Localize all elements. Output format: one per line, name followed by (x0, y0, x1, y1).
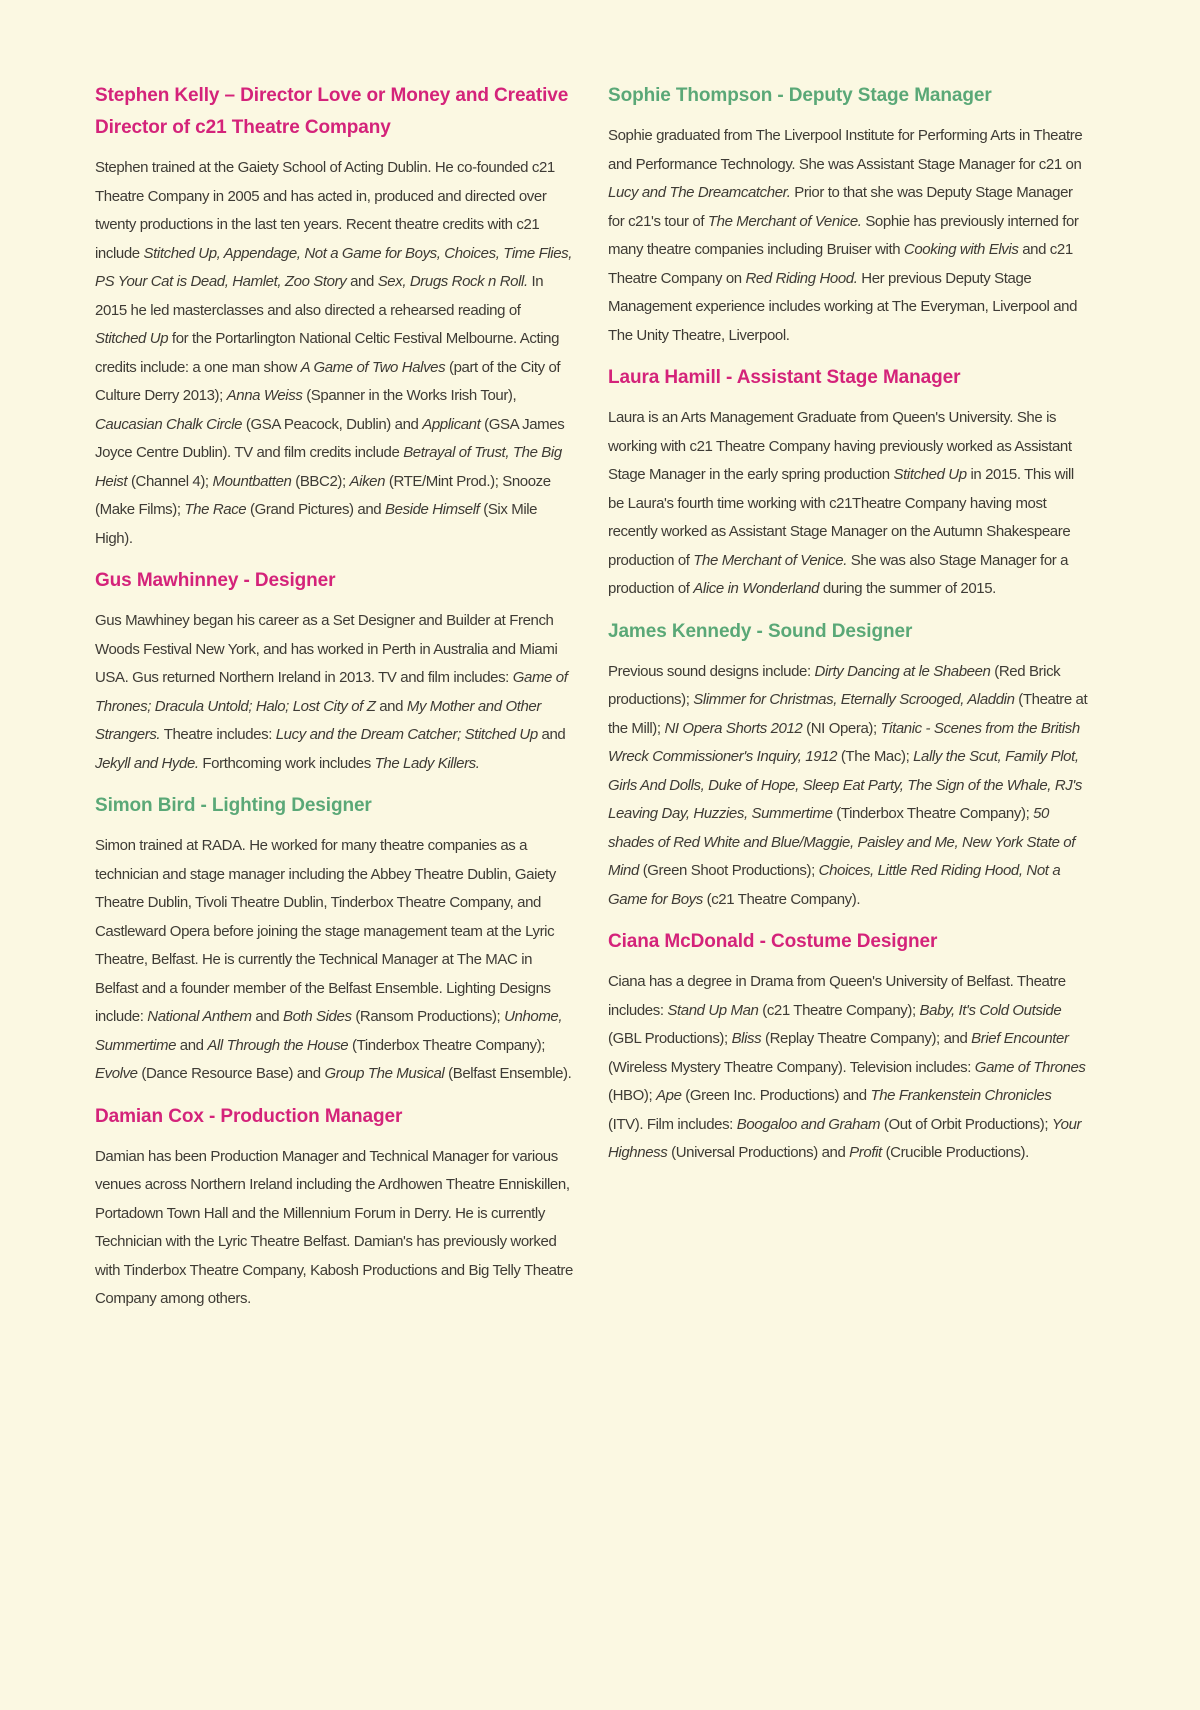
production-title: Caucasian Chalk Circle (95, 415, 243, 433)
bio-heading (95, 565, 575, 597)
production-title: My Mother and Other Strangers. (95, 697, 541, 743)
text-segment: (Replay Theatre Company); and (761, 1030, 972, 1047)
production-title: Ape (656, 1087, 682, 1104)
production-title: Stand Up Man (667, 1001, 759, 1019)
production-title: Cooking with Elvis (903, 241, 1019, 258)
text-segment: (Belfast Ensemble). (444, 1065, 572, 1082)
bio-text (95, 1143, 575, 1314)
production-title: All Through the House (207, 1036, 349, 1054)
production-title: Mountbatten (212, 472, 292, 490)
text-segment: and (346, 273, 378, 290)
production-title: Beside Himself (385, 501, 480, 518)
production-title: The Race (184, 501, 247, 518)
text-segment: and c21 Theatre Company on (608, 241, 1073, 287)
text-segment: Theatre includes: (160, 726, 276, 743)
heading-segment: James Kennedy - Sound Designer (608, 620, 913, 642)
text-segment: Her previous Deputy Stage Management experience includes working at The Everyman, Liverpool and The Unity Theatre, Liverpool. (608, 269, 1078, 344)
heading-segment: Damian Cox - Production Manager (95, 1105, 403, 1127)
bio-heading (608, 362, 1088, 394)
production-title: Choices, Little Red Riding Hood, Not a Game for Boys (608, 862, 1061, 908)
text-segment: Gus Mawhiney began his career as a Set Designer and Builder at French Woods Festival New York, and has worked in Perth in Australia and Miami USA. Gus returned Northern Ireland in 2013. TV and film includes: (95, 612, 558, 686)
text-segment: (Spanner in the Works Irish Tour), (302, 387, 517, 404)
bio-sophie-thompson (608, 80, 1088, 350)
text-segment: Laura is an Arts Management Graduate from Queen's University. She is working with c21 Theatre Company having previously worked as Assistant Stage Manager in the early spring production (608, 409, 1072, 483)
bio-damian-cox (95, 1101, 575, 1314)
bio-text (608, 122, 1088, 350)
production-title: Both Sides (283, 1008, 352, 1025)
bio-james-kennedy (608, 616, 1088, 915)
text-segment: during the summer of 2015. (819, 580, 996, 597)
text-segment: (Ransom Productions); (351, 1008, 505, 1025)
text-segment: (Crucible Productions). (881, 1144, 1029, 1161)
production-title: Red Riding Hood. (745, 269, 858, 287)
text-segment: In 2015 he led masterclasses and also directed a rehearsed reading of (95, 273, 544, 319)
text-segment: for the Portarlington National Celtic Festival Melbourne. Acting credits include: a one man show (95, 330, 560, 376)
text-segment: (Theatre at the Mill); (608, 691, 1088, 737)
heading-segment: Sophie Thompson - Deputy Stage Manager (608, 85, 992, 106)
production-title: Stitched Up (893, 466, 967, 483)
production-title: Betrayal of Trust, The Big Heist (95, 444, 562, 490)
text-segment: (Universal Productions) and (667, 1144, 850, 1161)
production-title: The Merchant of Venice. (707, 212, 862, 230)
text-segment: (Dance Resource Base) and (137, 1065, 325, 1082)
right-column (608, 80, 1088, 1180)
production-title: Dirty Dancing at le Shabeen (814, 662, 991, 680)
bio-heading (608, 80, 1088, 112)
text-segment: and (251, 1008, 283, 1025)
production-title: 50 shades of Red White and Blue/Maggie, Paisley and Me, New York State of Mind (608, 805, 1076, 879)
bio-heading (95, 1101, 575, 1133)
production-title: Evolve (95, 1065, 138, 1082)
text-segment: (NI Opera); (802, 719, 881, 737)
text-segment: (Out of Orbit Productions); (880, 1115, 1052, 1133)
text-segment: (GSA James Joyce Centre Dublin). TV and film credits include (95, 415, 565, 461)
text-segment: Damian has been Production Manager and Technical Manager for various venues across Northern Ireland including the Ardhowen Theatre Enniskillen, Portadown Town Hall and the Millennium Forum in Derry. He is currently Technician with the Lyric Theatre Belfast. Damian's has previously worked with Tinderbox Theatre Company, Kabosh Productions and Big Telly Theatre Company among others. (95, 1147, 573, 1307)
text-segment: (Grand Pictures) and (246, 501, 386, 518)
production-title: Brief Encounter (971, 1030, 1069, 1047)
bio-text (608, 404, 1088, 604)
text-segment: (Channel 4); (127, 472, 213, 490)
bio-heading (95, 80, 575, 144)
text-segment: Prior to that she was Deputy Stage Manager for c21's tour of (608, 184, 1073, 230)
bio-text (95, 832, 575, 1089)
text-segment: Previous sound designs include: (608, 662, 815, 680)
production-title: The Merchant of Venice. (693, 551, 847, 569)
production-title: Aiken (349, 472, 386, 490)
heading-segment: Stephen Kelly – Director (95, 85, 318, 106)
text-segment: (Green Shoot Productions); (638, 862, 819, 879)
text-segment: (HBO); (608, 1087, 657, 1104)
bio-heading (608, 926, 1088, 958)
text-segment: (Green Inc. Productions) and (681, 1087, 871, 1104)
bio-heading (95, 790, 575, 822)
heading-segment: and Creative Director of c21 Theatre Company (95, 85, 569, 138)
text-segment: (Tinderbox Theatre Company); (832, 805, 1034, 822)
text-segment: and (375, 697, 407, 715)
bio-heading (608, 616, 1088, 648)
text-segment: (Six Mile High). (95, 501, 538, 547)
production-title: NI Opera Shorts 2012 (664, 719, 803, 737)
production-title: Bliss (731, 1030, 762, 1047)
bio-text (608, 968, 1088, 1168)
production-title: Lally the Scut, Family Plot, Girls And Dolls, Duke of Hope, Sleep Eat Party, The Sign of the Whale, RJ's Leaving Day, Huzzies, Summertime (608, 748, 1082, 822)
text-segment: and (537, 726, 566, 743)
text-segment: (GSA Peacock, Dublin) and (242, 415, 423, 433)
text-segment: She was also Stage Manager for a production of (608, 551, 1069, 597)
left-column (95, 80, 575, 1326)
production-title: The Lady Killers. (374, 754, 480, 772)
text-segment: (c21 Theatre Company). (702, 890, 861, 908)
production-title: Group The Musical (324, 1065, 445, 1082)
production-title: Profit (849, 1144, 882, 1161)
text-segment: Simon trained at RADA. He worked for many theatre companies as a technician and stage manager including the Abbey Theatre Dublin, Gaiety Theatre Dublin, Tivoli Theatre Dublin, Tinderbox Theatre Company, and Castleward Opera before joining the stage management team at the Lyric Theatre, Belfast. He is currently the Technical Manager at The MAC in Belfast and a founder member of the Belfast Ensemble. Lighting Designs include: (95, 837, 556, 1025)
text-segment: (Wireless Mystery Theatre Company). Television includes: (608, 1058, 975, 1076)
production-title: Lucy and the Dream Catcher; Stitched Up (275, 726, 538, 743)
text-segment: (BBC2); (291, 472, 350, 490)
text-segment: (RTE/Mint Prod.); Snooze (Make Films); (95, 472, 551, 518)
text-segment: (Red Brick productions); (608, 662, 1061, 708)
production-title: Sex, Drugs Rock n Roll. (377, 273, 528, 290)
production-title: Baby, It's Cold Outside (919, 1001, 1062, 1019)
production-title: Titanic - Scenes from the British Wreck Commissioner's Inquiry, 1912 (608, 719, 1080, 765)
production-title: Game of Thrones; Dracula Untold; Halo; Lost City of Z (95, 669, 568, 715)
text-segment: (part of the City of Culture Derry 2013); (95, 358, 561, 404)
heading-segment: Ciana McDonald - Costume Designer (608, 931, 938, 952)
text-segment: Forthcoming work includes (198, 754, 375, 772)
production-title: Stitched Up, Appendage, Not a Game for Boys, Choices, Time Flies, PS Your Cat is Dead, Hamlet, Zoo Story (95, 244, 573, 290)
text-segment: and (176, 1036, 208, 1054)
heading-segment: Love or Money (317, 85, 451, 106)
production-title: Jekyll and Hyde. (95, 754, 199, 772)
bio-gus-mawhinney (95, 565, 575, 778)
bio-text (95, 607, 575, 778)
text-segment: (c21 Theatre Company); (758, 1001, 920, 1019)
bio-text (95, 154, 575, 553)
heading-segment: Laura Hamill - Assistant Stage Manager (608, 367, 961, 388)
production-title: Applicant (422, 415, 481, 433)
bio-text (608, 658, 1088, 915)
production-title: A Game of Two Halves (300, 358, 446, 376)
production-title: Lucy and The Dreamcatcher. (608, 184, 791, 201)
production-title: The Frankenstein Chronicles (870, 1087, 1052, 1104)
production-title: Anna Weiss (226, 387, 303, 404)
heading-segment: Gus Mawhinney - Designer (95, 570, 336, 591)
text-segment: Ciana has a degree in Drama from Queen's University of Belfast. Theatre includes: (608, 973, 1066, 1019)
production-title: Boogaloo and Graham (736, 1115, 881, 1133)
production-title: National Anthem (147, 1008, 252, 1025)
bio-simon-bird (95, 790, 575, 1089)
bio-laura-hamill (608, 362, 1088, 604)
text-segment: (ITV). Film includes: (608, 1115, 737, 1133)
text-segment: (The Mac); (837, 748, 914, 765)
bio-ciana-mcdonald (608, 926, 1088, 1168)
production-title: Your Highness (608, 1115, 1082, 1161)
heading-segment: Simon Bird - Lighting Designer (95, 795, 372, 816)
production-title: Stitched Up (95, 330, 169, 347)
bio-stephen-kelly (95, 80, 575, 553)
text-segment: in 2015. This will be Laura's fourth time working with c21Theatre Company having most recently worked as Assistant Stage Manager on the Autumn Shakespeare production of (608, 466, 1074, 569)
production-title: Game of Thrones (974, 1058, 1086, 1076)
text-segment: Sophie has previously interned for many theatre companies including Bruiser with (608, 212, 1079, 258)
text-segment: Sophie graduated from The Liverpool Institute for Performing Arts in Theatre and Performance Technology. She was Assistant Stage Manager for c21 on (608, 127, 1083, 173)
production-title: Unhome, Summertime (95, 1008, 563, 1054)
text-segment: (GBL Productions); (608, 1030, 732, 1047)
production-title: Alice in Wonderland (693, 580, 820, 597)
text-segment: (Tinderbox Theatre Company); (348, 1036, 546, 1054)
production-title: Slimmer for Christmas, Eternally Scrooged, Aladdin (693, 691, 1015, 708)
text-segment: Stephen trained at the Gaiety School of Acting Dublin. He co-founded c21 Theatre Company in 2005 and has acted in, produced and directed over twenty productions in the last ten years. Recent theatre credits with c21 include (95, 159, 555, 262)
